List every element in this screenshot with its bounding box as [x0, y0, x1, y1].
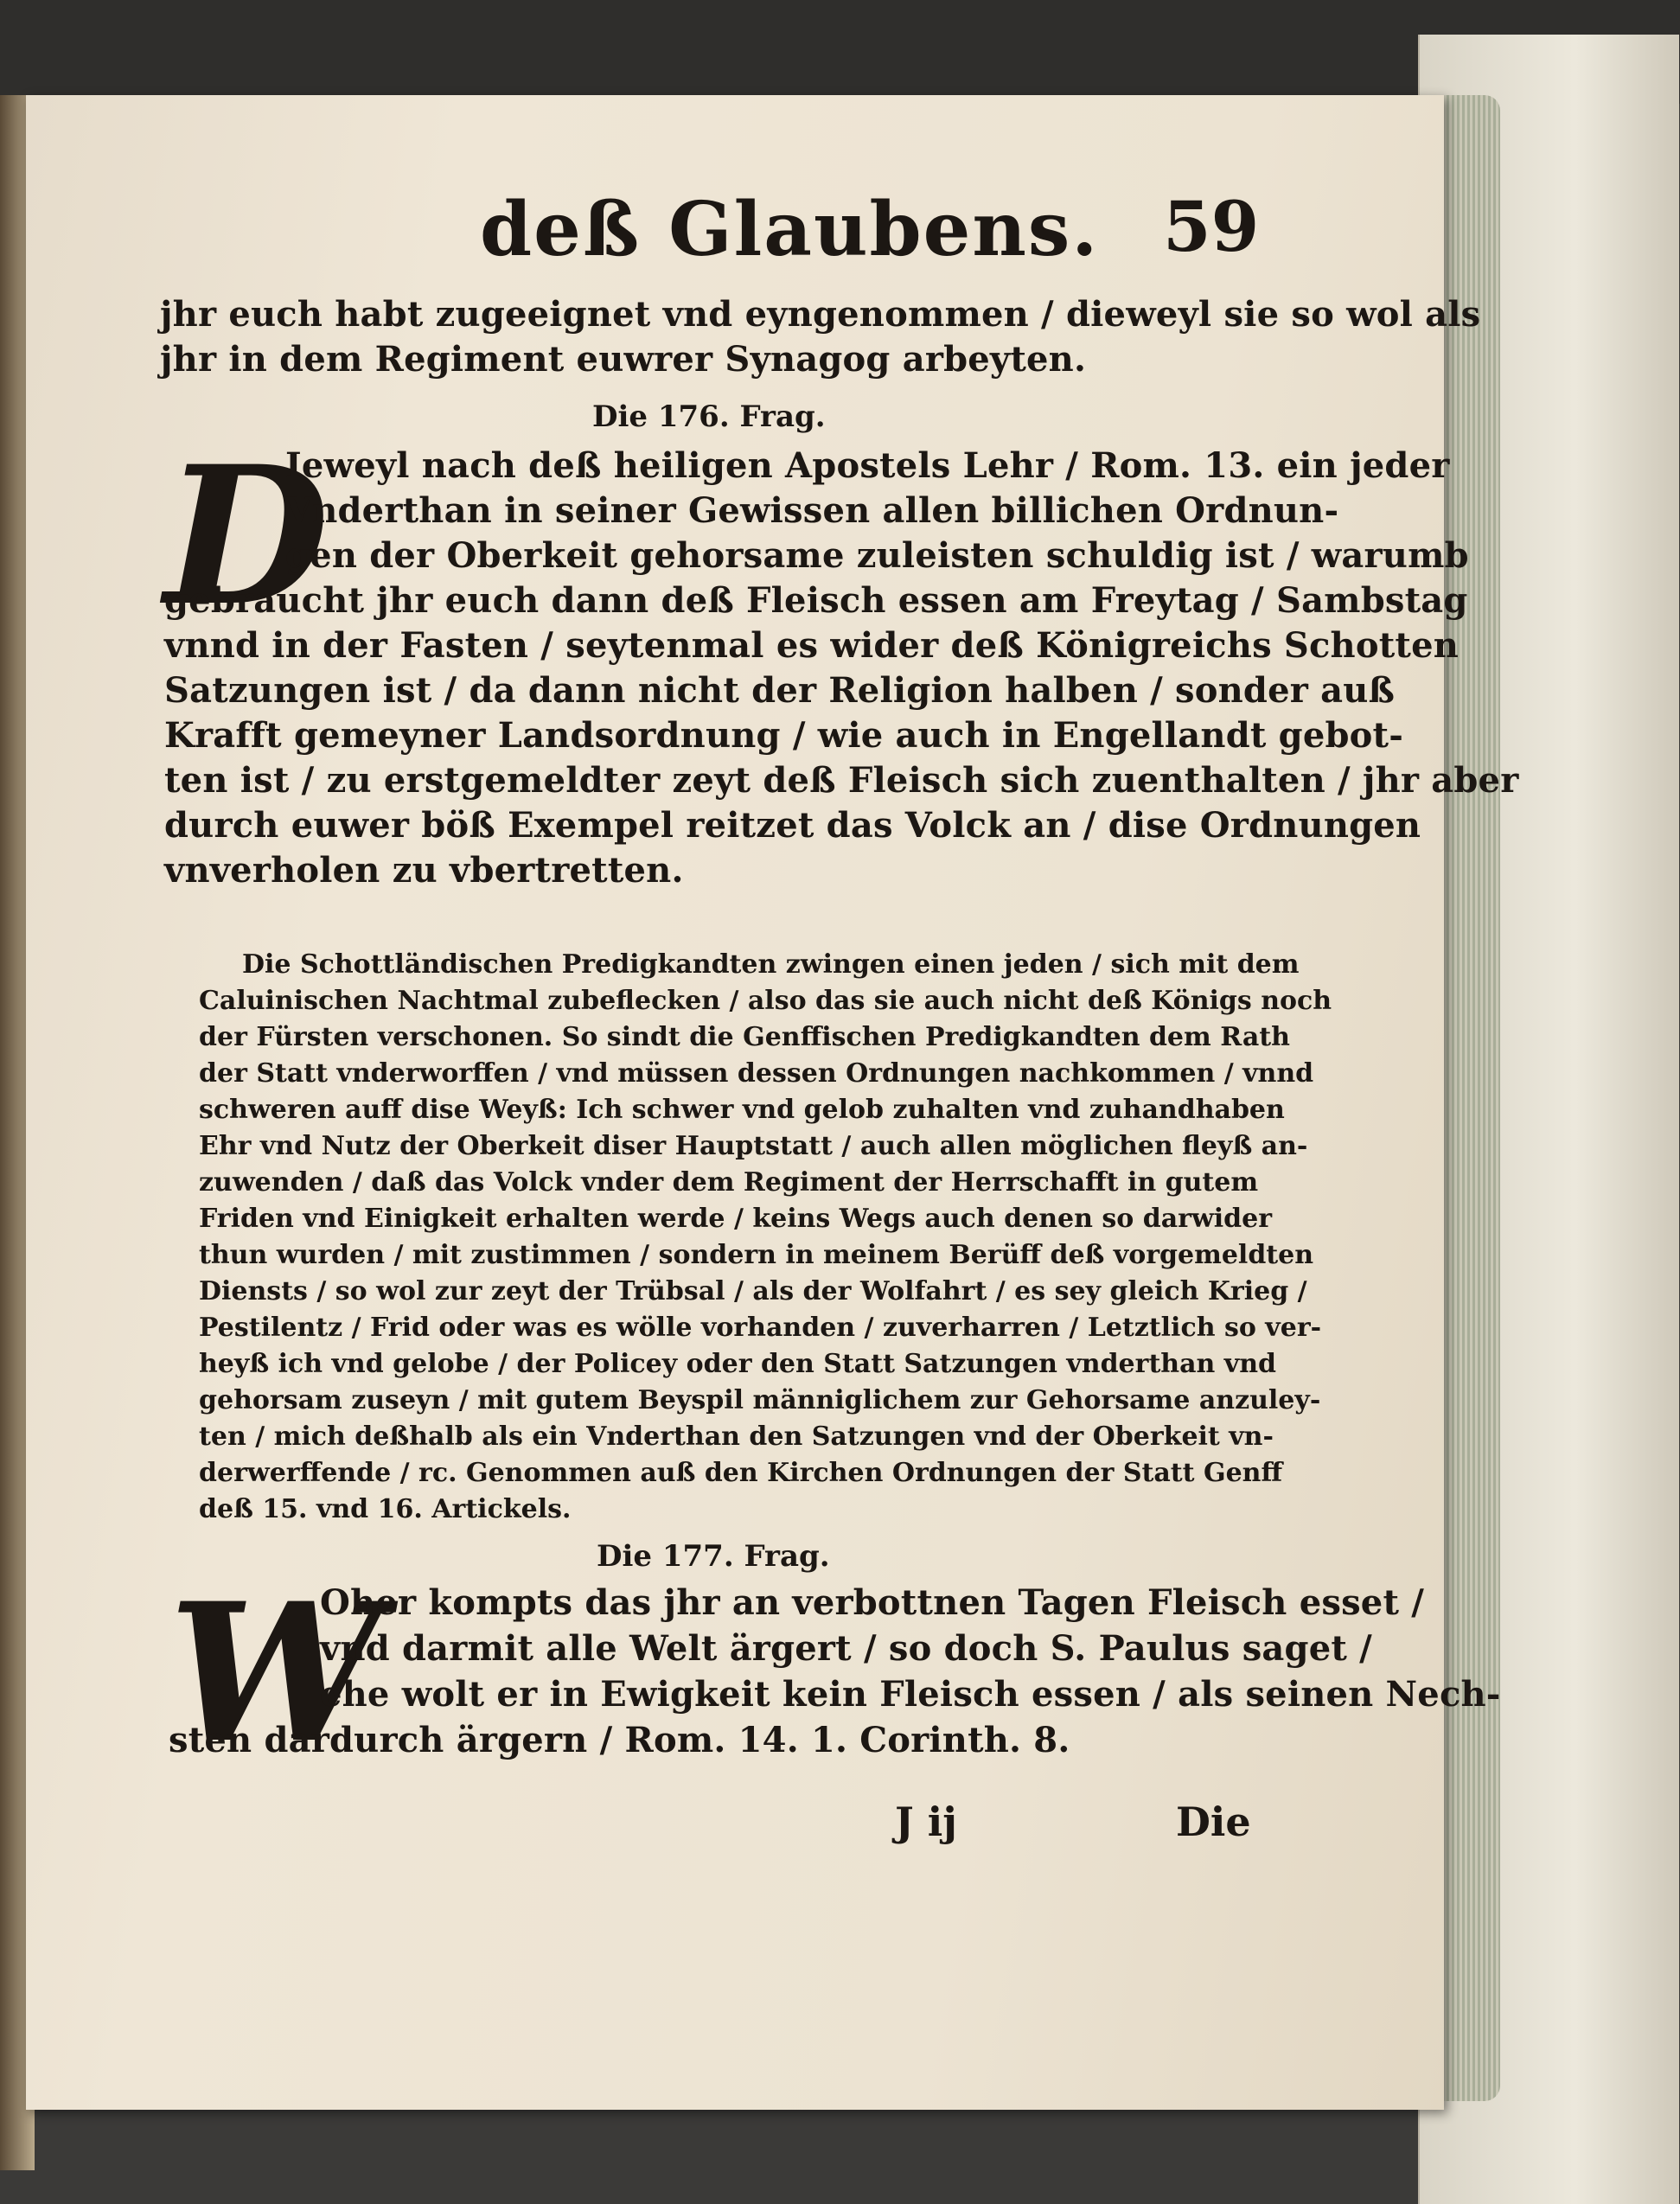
note-line: der Statt vnderworffen / vnd müssen dessen Ordnungen nachkommen / vnnd	[199, 1058, 1314, 1089]
note-line: Friden vnd Einigkeit erhalten werde / keins Wegs auch denen so darwider	[199, 1204, 1273, 1234]
question-176-heading: Die 176. Frag.	[592, 399, 826, 434]
note-line: heyß ich vnd gelobe / der Policey oder den Statt Satzungen vnderthan vnd	[199, 1349, 1277, 1379]
question-177-heading: Die 177. Frag.	[597, 1539, 830, 1574]
q176-line: ten ist / zu erstgemeldter zeyt deß Fleisch sich zuenthalten / jhr aber	[164, 760, 1519, 801]
q176-line: vnnd in der Fasten / seytenmal es wider deß Königreichs Schotten	[164, 625, 1459, 666]
q177-line: ehe wolt er in Ewigkeit kein Fleisch essen / als seinen Nech-	[320, 1674, 1501, 1715]
q177-line: Oher kompts das jhr an verbottnen Tagen Fleisch esset /	[320, 1582, 1425, 1623]
dropcap-d: D	[164, 424, 329, 648]
signature-mark: J ij	[895, 1798, 957, 1845]
q176-line: Satzungen ist / da dann nicht der Religion halben / sonder auß	[164, 670, 1396, 711]
note-line: Caluinischen Nachtmal zubeflecken / also das sie auch nicht deß Königs noch	[199, 986, 1332, 1016]
note-line: zuwenden / daß das Volck vnder dem Regiment der Herrschafft in gutem	[199, 1167, 1259, 1198]
note-line: deß 15. vnd 16. Artickels.	[199, 1494, 572, 1524]
note-line: ten / mich deßhalb als ein Vnderthan den Satzungen vnd der Oberkeit vn-	[199, 1421, 1274, 1452]
q177-line: vnd darmit alle Welt ärgert / so doch S. Paulus saget /	[320, 1628, 1372, 1669]
catchword: Die	[1176, 1798, 1251, 1845]
note-line: gehorsam zuseyn / mit gutem Beyspil männiglichem zur Gehorsame anzuley-	[199, 1385, 1321, 1415]
q176-line: vnverholen zu vbertretten.	[164, 850, 684, 891]
note-line: Die Schottländischen Predigkandten zwingen einen jeden / sich mit dem	[242, 949, 1300, 980]
running-head: deß Glaubens.	[480, 186, 1100, 273]
q176-line: Krafft gemeyner Landsordnung / wie auch in Engellandt gebot-	[164, 715, 1404, 756]
note-line: schweren auff dise Weyß: Ich schwer vnd gelob zuhalten vnd zuhandhaben	[199, 1095, 1285, 1125]
dropcap-w: W	[169, 1561, 383, 1785]
note-line: thun wurden / mit zustimmen / sondern in meinem Berüff deß vorgemeldten	[199, 1240, 1314, 1270]
q177-line: sten dardurch ärgern / Rom. 14. 1. Corinth. 8.	[169, 1720, 1070, 1760]
note-line: Diensts / so wol zur zeyt der Trübsal / als der Wolfahrt / es sey gleich Krieg /	[199, 1276, 1307, 1306]
q176-line: durch euwer böß Exempel reitzet das Volck an / dise Ordnungen	[164, 805, 1421, 846]
note-line: der Fürsten verschonen. So sindt die Genffischen Predigkandten dem Rath	[199, 1022, 1290, 1052]
opening-line: jhr euch habt zugeeignet vnd eyngenommen / dieweyl sie so wol als	[160, 294, 1481, 335]
opening-line: jhr in dem Regiment euwrer Synagog arbeyten.	[160, 339, 1087, 380]
page-number: 59	[1163, 186, 1260, 267]
book-page	[26, 95, 1519, 2110]
note-line: Pestilentz / Frid oder was es wölle vorhanden / zuverharren / Letztlich so ver-	[199, 1313, 1322, 1343]
q176-line: gen der Oberkeit gehorsame zuleisten schuldig ist / warumb	[285, 535, 1469, 576]
note-line: Ehr vnd Nutz der Oberkeit diser Hauptstatt / auch allen möglichen fleyß an-	[199, 1131, 1308, 1161]
q176-line: gebraucht jhr euch dann deß Fleisch essen am Freytag / Sambstag	[164, 580, 1468, 621]
q176-line: Vnderthan in seiner Gewissen allen billichen Ordnun-	[285, 490, 1339, 531]
note-line: derwerffende / rc. Genommen auß den Kirchen Ordnungen der Statt Genff	[199, 1458, 1283, 1488]
q176-line: Ieweyl nach deß heiligen Apostels Lehr / Rom. 13. ein jeder	[285, 445, 1450, 486]
